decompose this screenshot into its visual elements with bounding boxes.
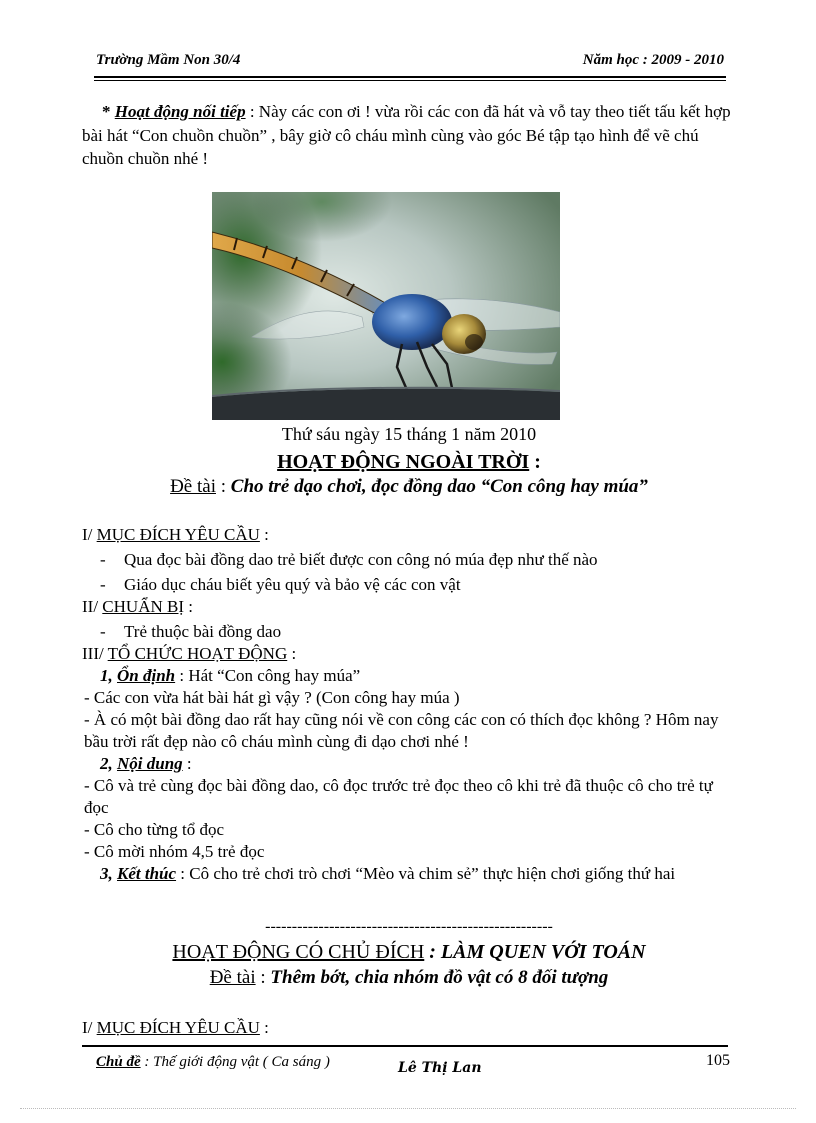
step3 (82, 863, 736, 885)
sec3-sep: : (287, 644, 297, 663)
step1-text: : Hát “Con công hay múa” (175, 666, 361, 685)
step3-text: : Cô cho trẻ chơi trò chơi “Mèo và chim sẻ” thực hiện chơi giống thứ hai (176, 864, 676, 883)
sec4-heading (82, 1018, 269, 1038)
intro-paragraph (82, 100, 736, 171)
sec1-item-text: Giáo dục cháu biết yêu quý và bảo vệ các con vật (124, 575, 461, 594)
sec1-heading-text: MỤC ĐÍCH YÊU CẦU (96, 525, 260, 544)
activity1-title-text: HOẠT ĐỘNG NGOÀI TRỜI (277, 451, 530, 473)
header-rule (94, 76, 726, 78)
step1-line2: - Các con vừa hát bài hát gì vậy ? (Con công hay múa ) (84, 688, 460, 707)
step2-label: Nội dung (117, 754, 183, 773)
sec4-heading-text: MỤC ĐÍCH YÊU CẦU (96, 1018, 260, 1037)
sec1-heading (82, 524, 736, 546)
dragonfly-image (212, 192, 560, 420)
footer-author: Lê Thị Lan (398, 1060, 482, 1076)
step1-line3: - À có một bài đồng dao rất hay cũng nói về con công các con có thích đọc không ? Hôm nay bầu trời rất đẹp nào cô cháu mình cùng đi dạo chơi nhé ! (84, 710, 719, 751)
step3-num: 3, (100, 864, 117, 883)
page-number: 105 (706, 1052, 730, 1069)
activity1-topic-sep: : (215, 476, 231, 497)
activity2-title (82, 941, 736, 964)
school-year: Năm học : 2009 - 2010 (582, 52, 724, 68)
step1-label: Ổn định (117, 666, 176, 685)
sec3-heading-text: TỔ CHỨC HOẠT ĐỘNG (107, 644, 288, 663)
sec2-heading (82, 596, 736, 618)
page-bottom-edge (20, 1108, 796, 1109)
activity1-topic-text: Cho trẻ dạo chơi, đọc đồng dao “Con công hay múa” (230, 476, 648, 497)
step2-sep: : (182, 754, 192, 773)
footer-rule (82, 1045, 728, 1047)
intro-label: Hoạt động nối tiếp (114, 102, 246, 121)
intro-marker: * (102, 102, 115, 121)
header-rule-thin (94, 80, 726, 81)
step2 (82, 753, 736, 775)
footer-theme (96, 1054, 330, 1071)
activity1-body (82, 524, 736, 885)
step2-line3: - Cô mời nhóm 4,5 trẻ đọc (84, 842, 265, 861)
sec3-heading (82, 643, 736, 665)
sec1-item: - Qua đọc bài đồng dao trẻ biết được con công nó múa đẹp như thế nào (100, 550, 598, 569)
footer-theme-text: : Thế giới động vật ( Ca sáng ) (140, 1054, 330, 1070)
step1 (82, 665, 736, 687)
page-header (96, 52, 724, 74)
step2-line2: - Cô cho từng tổ đọc (84, 820, 225, 839)
activity1-topic (82, 476, 736, 498)
intro-text: : Này các con ơi ! vừa rồi các con đã hát và vỗ tay theo tiết tấu kết hợp bài hát “Con chuồn chuồn” , bây giờ cô cháu mình cùng vào góc Bé tập tạo hình để vẽ chú chuồn chuồn nhé ! (82, 102, 731, 168)
activity2-title-suffix: : LÀM QUEN VỚI TOÁN (424, 941, 646, 963)
sec1-num: I/ (82, 525, 97, 544)
sec2-num: II/ (82, 597, 103, 616)
sec1-item: - Giáo dục cháu biết yêu quý và bảo vệ các con vật (100, 575, 461, 594)
sec4-sep: : (259, 1018, 269, 1037)
activity2-topic-text: Thêm bớt, chia nhóm đồ vật có 8 đối tượng (270, 967, 609, 988)
sec2-heading-text: CHUẨN BỊ (102, 597, 184, 616)
sec2-sep: : (184, 597, 193, 616)
step1-num: 1, (100, 666, 117, 685)
step3-label: Kết thúc (117, 864, 177, 883)
activity2-topic-sep: : (255, 967, 271, 988)
sec4-num: I/ (82, 1018, 97, 1037)
school-name: Trường Mầm Non 30/4 (96, 52, 241, 68)
dateline: Thứ sáu ngày 15 tháng 1 năm 2010 (281, 424, 537, 444)
sec3-num: III/ (82, 644, 108, 663)
sec2-item-text: Trẻ thuộc bài đồng dao (124, 622, 282, 641)
sec1-sep: : (259, 525, 269, 544)
step2-line1: - Cô và trẻ cùng đọc bài đồng dao, cô đọc trước trẻ đọc theo cô khi trẻ đã thuộc cô cho trẻ tự đọc (84, 776, 713, 817)
page-footer (96, 1052, 730, 1076)
footer-theme-label: Chủ đề (96, 1054, 141, 1070)
activity1-title (82, 451, 736, 474)
activity2-topic (82, 967, 736, 989)
activity1-title-suffix: : (529, 451, 541, 473)
sec1-item-text: Qua đọc bài đồng dao trẻ biết được con công nó múa đẹp như thế nào (124, 550, 598, 569)
activity1-topic-label: Đề tài (170, 476, 216, 497)
dragonfly-photo (212, 192, 560, 420)
sec2-item: - Trẻ thuộc bài đồng dao (100, 622, 282, 641)
section-divider: ------------------------------------------------------ (265, 918, 553, 935)
activity2-topic-label: Đề tài (209, 967, 256, 988)
activity2-title-text: HOẠT ĐỘNG CÓ CHỦ ĐÍCH (172, 941, 425, 963)
step2-num: 2, (100, 754, 117, 773)
